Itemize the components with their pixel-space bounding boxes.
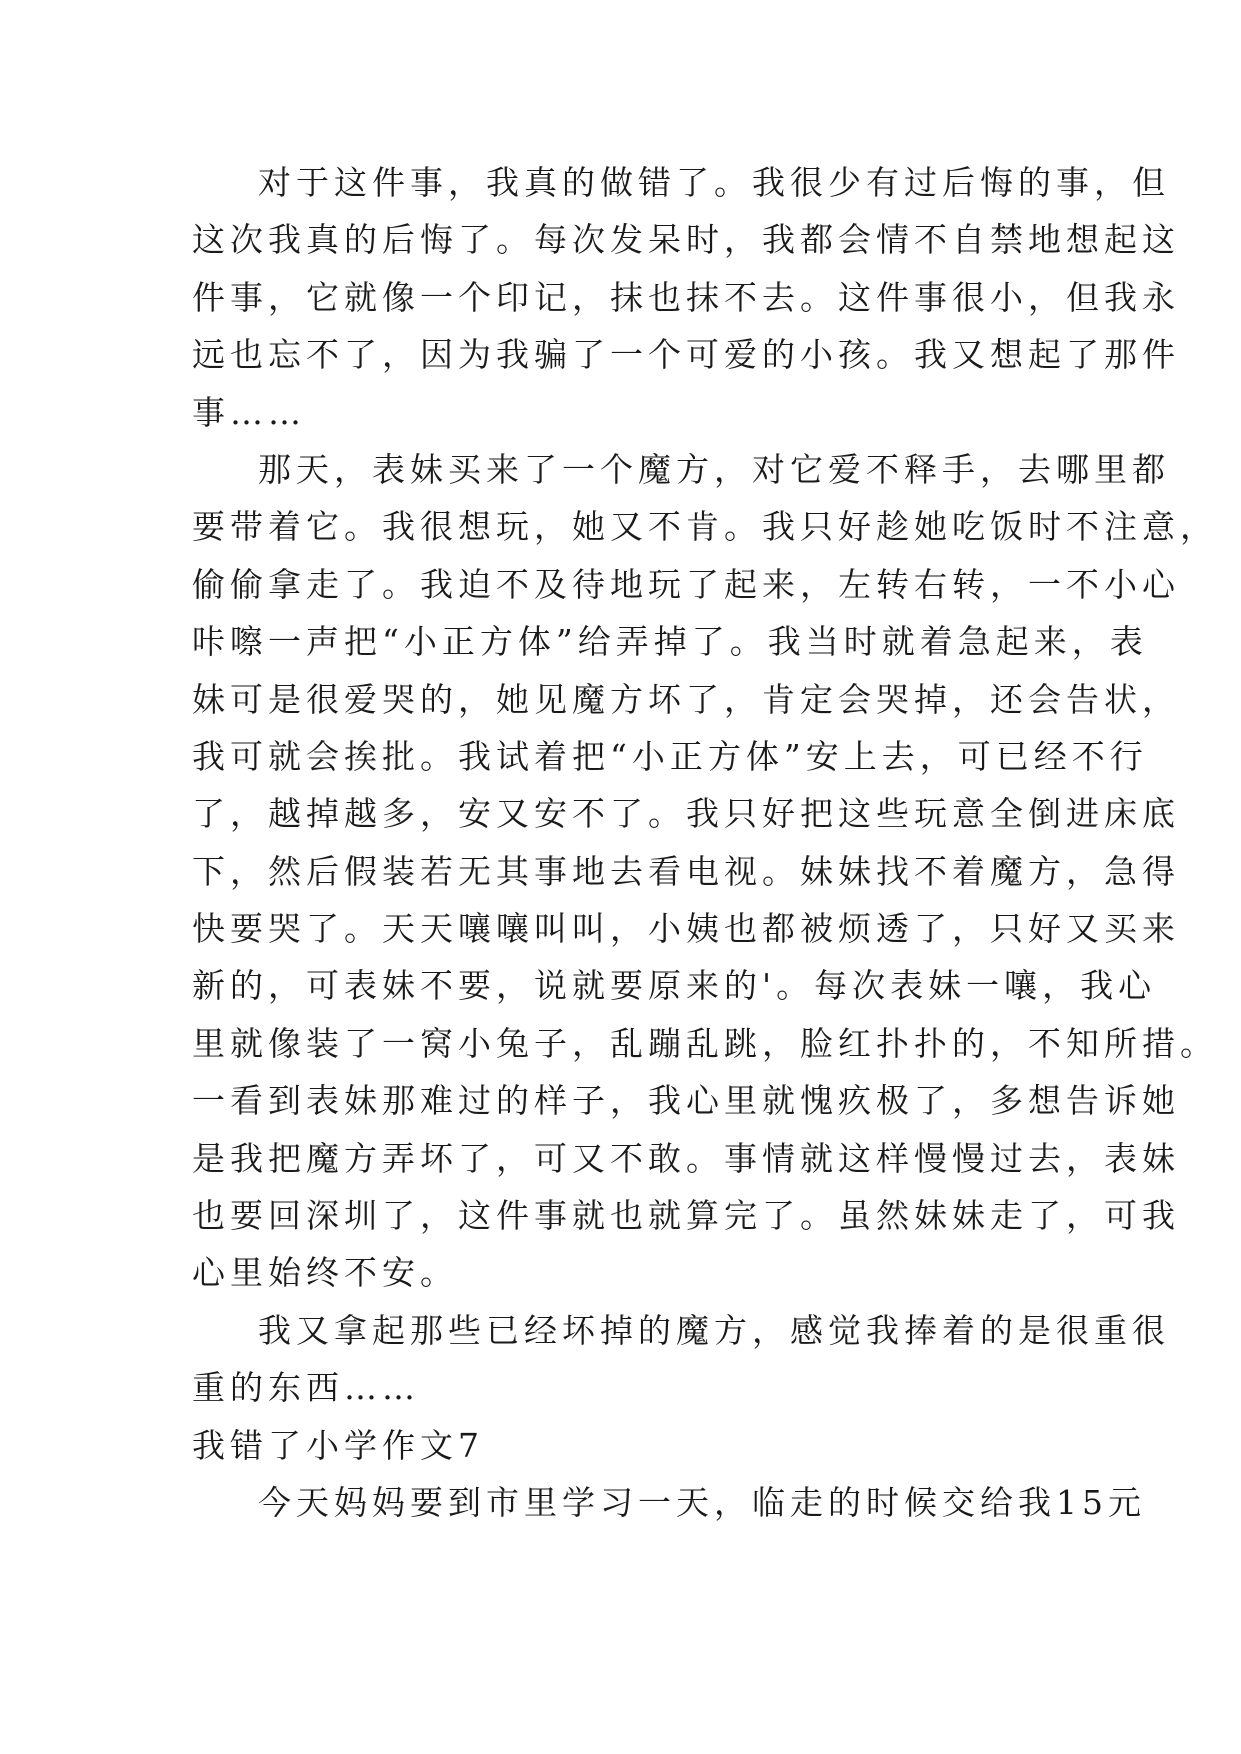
paragraph-1-line-3: 件事，它就像一个印记，抹也抹不去。这件事很小，但我永 bbox=[192, 277, 1180, 317]
paragraph-2-line-2: 要带着它。我很想玩，她又不肯。我只好趁她吃饭时不注意， bbox=[192, 507, 1218, 547]
section-heading: 我错了小学作文7 bbox=[192, 1425, 484, 1465]
paragraph-2-line-7: 了，越掉越多，安又安不了。我只好把这些玩意全倒进床底 bbox=[192, 794, 1180, 834]
paragraph-1-line-1: 对于这件事，我真的做错了。我很少有过后悔的事，但 bbox=[258, 163, 1170, 202]
paragraph-2-line-10: 新的，可表妹不要，说就要原来的'。每次表妹一嚷，我心 bbox=[192, 966, 1157, 1006]
essay-text bbox=[192, 154, 1218, 1531]
paragraph-2-line-8: 下，然后假装若无其事地去看电视。妹妹找不着魔方，急得 bbox=[192, 851, 1180, 891]
paragraph-2-line-5: 妹可是很爱哭的，她见魔方坏了，肯定会哭掉，还会告状， bbox=[192, 679, 1180, 719]
paragraph-1-line-4: 远也忘不了，因为我骗了一个可爱的小孩。我又想起了那件 bbox=[192, 335, 1180, 375]
paragraph-2-line-15: 心里始终不安。 bbox=[192, 1253, 458, 1293]
paragraph-3-line-1: 我又拿起那些已经坏掉的魔方，感觉我捧着的是很重很 bbox=[258, 1310, 1170, 1350]
paragraph-2-line-11: 里就像装了一窝小兔子，乱蹦乱跳，脸红扑扑的，不知所措。 bbox=[192, 1023, 1218, 1063]
paragraph-1-line-5: 事…… bbox=[192, 392, 306, 432]
paragraph-2-line-4: 咔嚓一声把“小正方体”给弄掉了。我当时就着急起来，表 bbox=[192, 622, 1148, 662]
paragraph-2-line-1: 那天，表妹买来了一个魔方，对它爱不释手，去哪里都 bbox=[258, 449, 1170, 489]
paragraph-2-line-13: 是我把魔方弄坏了，可又不敢。事情就这样慢慢过去，表妹 bbox=[192, 1138, 1180, 1178]
paragraph-2-line-9: 快要哭了。天天嚷嚷叫叫，小姨也都被烦透了，只好又买来 bbox=[192, 909, 1180, 949]
paragraph-2-line-3: 偷偷拿走了。我迫不及待地玩了起来，左转右转，一不小心 bbox=[192, 564, 1180, 604]
paragraph-4-line-1: 今天妈妈要到市里学习一天，临走的时候交给我15元 bbox=[258, 1482, 1146, 1522]
paragraph-1-line-2: 这次我真的后悔了。每次发呆时，我都会情不自禁地想起这 bbox=[192, 220, 1180, 260]
paragraph-2-line-6: 我可就会挨批。我试着把“小正方体”安上去，可已经不行 bbox=[192, 736, 1148, 776]
paragraph-2-line-14: 也要回深圳了，这件事就也就算完了。虽然妹妹走了，可我 bbox=[192, 1196, 1180, 1236]
paragraph-2-line-12: 一看到表妹那难过的样子，我心里就愧疚极了，多想告诉她 bbox=[192, 1081, 1180, 1121]
paragraph-3-line-2: 重的东西…… bbox=[192, 1368, 420, 1408]
